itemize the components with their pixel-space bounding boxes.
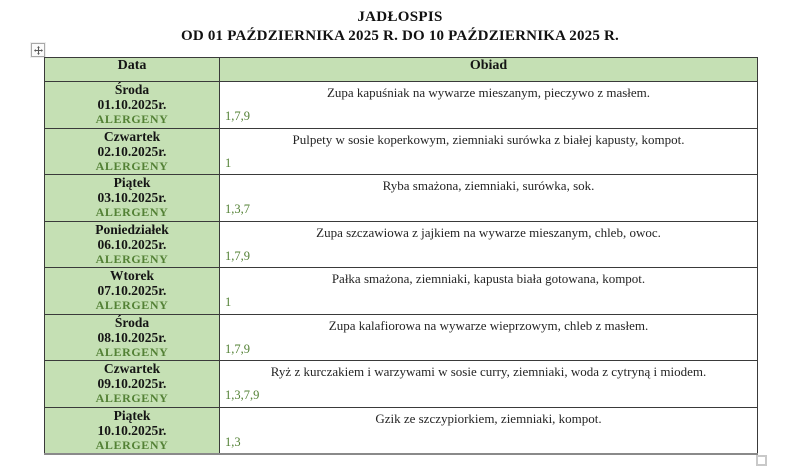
- day-name: Piątek: [113, 175, 151, 190]
- meal-description: Zupa kapuśniak na wywarze mieszanym, pieczywo z masłem.: [326, 85, 651, 100]
- meal-cell: [220, 221, 758, 268]
- day-name: Poniedziałek: [95, 221, 169, 237]
- date-value: 06.10.2025r.: [97, 236, 167, 252]
- meal-cell: [220, 175, 758, 222]
- meal-cell: [220, 361, 758, 408]
- table-row: [45, 314, 758, 361]
- date-cell: [45, 314, 220, 361]
- allergen-numbers: 1,3,7,9: [225, 388, 260, 402]
- day-name: Piątek: [113, 407, 151, 423]
- table-row: [45, 128, 758, 175]
- allergen-numbers: 1: [225, 155, 232, 170]
- menu-table: [44, 57, 758, 455]
- day-name: Środa: [114, 82, 150, 97]
- table-resize-handle[interactable]: [756, 455, 767, 466]
- table-row: [45, 175, 758, 222]
- date-value: 02.10.2025r.: [97, 143, 167, 159]
- page-subtitle: OD 01 PAŹDZIERNIKA 2025 R. DO 10 PAŹDZIERNIKA 2025 R.: [181, 28, 619, 44]
- date-cell: [45, 128, 220, 175]
- meal-description: Zupa szczawiowa z jajkiem na wywarze mieszanym, chleb, owoc.: [316, 224, 661, 240]
- meal-description: Pałka smażona, ziemniaki, kapusta biała gotowana, kompot.: [331, 271, 646, 286]
- day-name: Środa: [114, 314, 150, 330]
- move-cross-icon: [34, 46, 43, 55]
- allergen-numbers: 1,7,9: [225, 248, 250, 263]
- table-row: [45, 221, 758, 268]
- date-value: 08.10.2025r.: [97, 329, 167, 345]
- meal-description: Zupa kalafiorowa na wywarze wieprzowym, chleb z masłem.: [328, 317, 649, 333]
- date-cell: [45, 407, 220, 454]
- meal-cell: [220, 268, 758, 315]
- date-cell: [45, 175, 220, 222]
- day-name: Czwartek: [103, 128, 161, 144]
- meal-cell: [220, 128, 758, 175]
- allergen-numbers: 1,7,9: [225, 341, 250, 356]
- allergen-numbers: 1,7,9: [225, 109, 250, 123]
- meal-cell: [220, 82, 758, 129]
- allergen-label: ALERGENY: [95, 205, 169, 219]
- meal-description: Ryż z kurczakiem i warzywami w sosie curry, ziemniaki, woda z cytryną i miodem.: [270, 364, 707, 379]
- column-header-data: Data: [45, 58, 220, 82]
- column-header-obiad: Obiad: [220, 58, 758, 82]
- page-title: JADŁOSPIS: [357, 9, 443, 25]
- date-value: 09.10.2025r.: [97, 376, 167, 391]
- table-row: [45, 407, 758, 454]
- meal-cell: [220, 407, 758, 454]
- date-cell: [45, 268, 220, 315]
- date-value: 07.10.2025r.: [97, 283, 167, 298]
- allergen-label: ALERGENY: [95, 298, 169, 312]
- allergen-label: ALERGENY: [95, 437, 169, 452]
- date-cell: [45, 361, 220, 408]
- day-name: Czwartek: [103, 361, 161, 376]
- allergen-numbers: 1,3: [225, 434, 241, 449]
- table-move-handle[interactable]: [31, 43, 45, 57]
- allergen-label: ALERGENY: [95, 344, 169, 359]
- date-cell: [45, 221, 220, 268]
- date-value: 01.10.2025r.: [97, 97, 167, 112]
- table-row: [45, 82, 758, 129]
- meal-description: Pulpety w sosie koperkowym, ziemniaki surówka z białej kapusty, kompot.: [292, 131, 685, 147]
- table-row: [45, 361, 758, 408]
- table-row: [45, 268, 758, 315]
- allergen-label: ALERGENY: [95, 158, 169, 173]
- allergen-label: ALERGENY: [95, 251, 169, 266]
- meal-description: Ryba smażona, ziemniaki, surówka, sok.: [382, 178, 595, 193]
- allergen-numbers: 1: [225, 295, 232, 309]
- header-row: [45, 58, 758, 82]
- allergen-numbers: 1,3,7: [225, 202, 250, 216]
- meal-description: Gzik ze szczypiorkiem, ziemniaki, kompot.: [375, 410, 602, 426]
- day-name: Wtorek: [110, 268, 154, 283]
- date-cell: [45, 82, 220, 129]
- date-value: 10.10.2025r.: [97, 422, 167, 438]
- meal-cell: [220, 314, 758, 361]
- date-value: 03.10.2025r.: [97, 190, 167, 205]
- allergen-label: ALERGENY: [95, 112, 169, 126]
- allergen-label: ALERGENY: [95, 391, 169, 405]
